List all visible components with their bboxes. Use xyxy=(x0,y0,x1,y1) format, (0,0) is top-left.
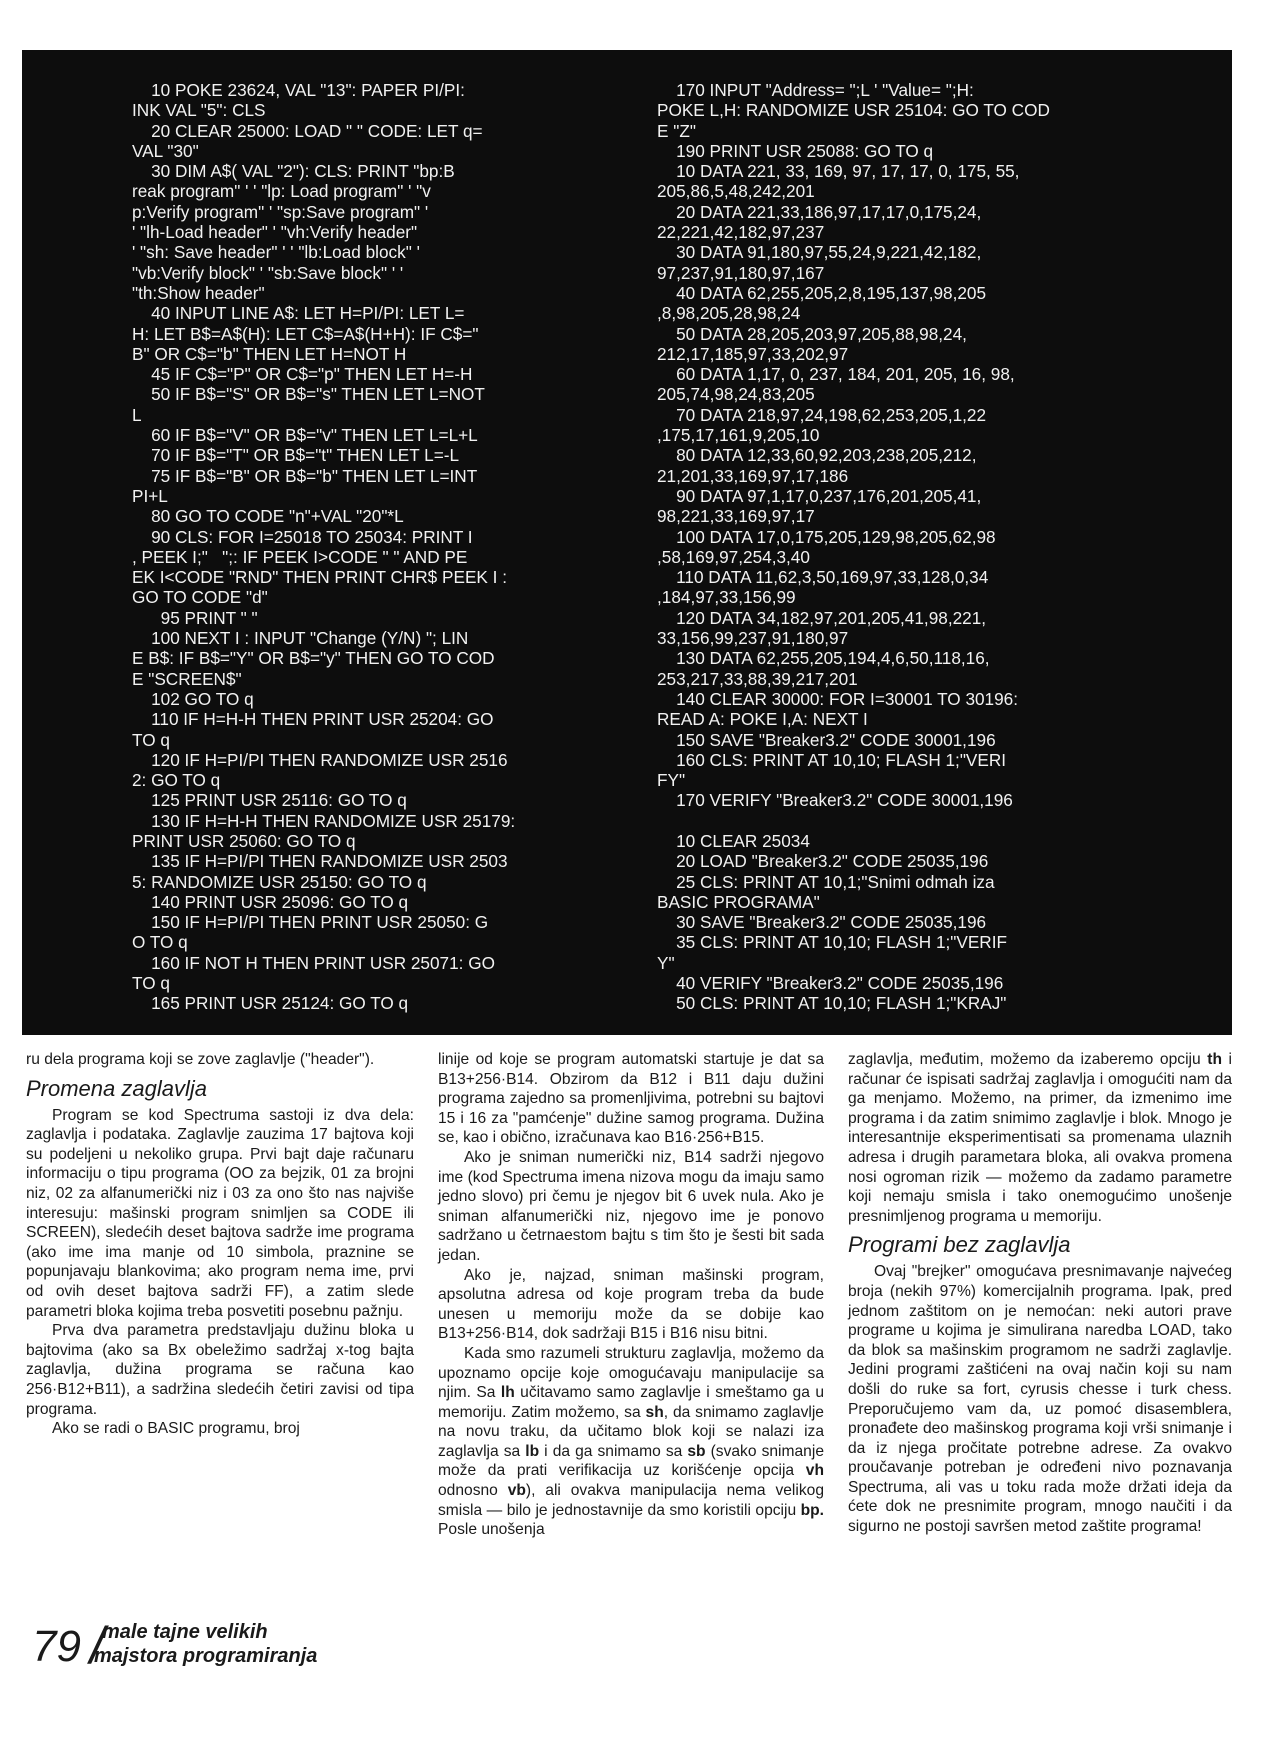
code-listing-right xyxy=(657,80,1217,1014)
code-line: 40 DATA 62,255,205,2,8,195,137,98,205 xyxy=(657,282,987,303)
code-line: 20 LOAD "Breaker3.2" CODE 25035,196 xyxy=(657,851,989,872)
code-line: 50 CLS: PRINT AT 10,10; FLASH 1;"KRAJ" xyxy=(657,993,1007,1014)
code-line: 25 CLS: PRINT AT 10,1;"Snimi odmah iza xyxy=(657,871,995,892)
code-line: ' "sh: Save header" ' ' "lb:Load block" ' xyxy=(132,242,420,263)
code-line xyxy=(657,811,1217,831)
code-line: 20 CLEAR 25000: LOAD " " CODE: LET q= xyxy=(132,120,483,141)
page-number: 79 xyxy=(32,1622,81,1671)
page-footer xyxy=(30,1610,410,1680)
code-line: E "SCREEN$" xyxy=(132,668,242,689)
code-line: 120 DATA 34,182,97,201,205,41,98,221, xyxy=(657,607,987,628)
code-line: , PEEK I;" ";: IF PEEK I>CODE " " AND PE xyxy=(132,546,468,567)
code-line: E B$: IF B$="Y" OR B$="y" THEN GO TO COD xyxy=(132,648,495,669)
code-line: "th:Show header" xyxy=(132,282,265,303)
code-line: 20 DATA 221,33,186,97,17,17,0,175,24, xyxy=(657,201,982,222)
code-line: ' "lh-Load header" ' "vh:Verify header" xyxy=(132,222,418,243)
code-line: 150 SAVE "Breaker3.2" CODE 30001,196 xyxy=(657,729,996,750)
code-line: 135 IF H=PI/PI THEN RANDOMIZE USR 2503 xyxy=(132,851,508,872)
code-line: EK I<CODE "RND" THEN PRINT CHR$ PEEK I : xyxy=(132,567,507,588)
paragraph: Ako je, najzad, sniman mašinski program, apsolutna adresa od koje program treba da bude unesen u memoriju može da se dobije kao B13+256·B14, dok sadržaji B15 i B16 nisu bitni. xyxy=(438,1266,824,1343)
code-line: BASIC PROGRAMA" xyxy=(657,891,820,912)
code-line: 95 PRINT " " xyxy=(132,607,258,628)
code-line: 253,217,33,88,39,217,201 xyxy=(657,668,858,689)
code-line: ,184,97,33,156,99 xyxy=(657,587,796,608)
code-listing-left xyxy=(132,80,662,1014)
code-line: 45 IF C$="P" OR C$="p" THEN LET H=-H xyxy=(132,364,473,385)
code-line: 80 DATA 12,33,60,92,203,238,205,212, xyxy=(657,445,977,466)
code-line: L xyxy=(132,404,142,425)
code-line: 140 CLEAR 30000: FOR I=30001 TO 30196: xyxy=(657,688,1019,709)
paragraph: Kada smo razumeli strukturu zaglavlja, možemo da upoznamo opcije koje omogućavaju manipulacije sa njim. Sa lh učitavamo samo zaglavlje i smeštamo ga u memoriju. Zatim možemo, sa sh, da snimamo zaglavlje na novu traku, da učitamo blok koji se nalazi iza zaglavlja sa lb i da ga snimamo sa sb (svako snimanje može da prati verifikacija uz korišćenje opcija vh odnosno vb), ali ovakva manipulacija nema velikog smisla — bilo je jednostavnije da smo koristili opciju bp. Posle unošenja xyxy=(438,1344,824,1539)
code-line: 165 PRINT USR 25124: GO TO q xyxy=(132,993,409,1014)
code-line: 212,17,185,97,33,202,97 xyxy=(657,343,849,364)
paragraph: Ako je sniman numerički niz, B14 sadrži njegovo ime (kod Spectruma imena nizova mogu da imaju samo jedno slovo) pri čemu je njegov bit 6 uvek nula. Ako je sniman alfanumerički niz, njegovo ime je ponovo sadržano u četrnaestom bajtu s tim što je šesti bit sada jedan. xyxy=(438,1148,824,1264)
series-title-line-1: male tajne velikih xyxy=(102,1621,268,1643)
code-line: 10 CLEAR 25034 xyxy=(657,830,810,851)
code-line: H: LET B$=A$(H): LET C$=A$(H+H): IF C$=" xyxy=(132,323,479,344)
code-line: TO q xyxy=(132,973,170,994)
code-line: 90 CLS: FOR I=25018 TO 25034: PRINT I xyxy=(132,526,473,547)
paragraph: linije od koje se program automatski startuje je dat sa B13+256·B14. Obzirom da B12 i B11 daju dužini programa zajedno sa promenljivima, potrebni su bajtovi 15 i 16 za "pamćenje" dužine samog programa. Dužina se, kao i obično, izračunava kao B16·256+B15. xyxy=(438,1051,824,1147)
code-line: O TO q xyxy=(132,932,188,953)
code-line: 30 SAVE "Breaker3.2" CODE 25035,196 xyxy=(657,912,987,933)
code-line: ,175,17,161,9,205,10 xyxy=(657,425,820,446)
code-line: 35 CLS: PRINT AT 10,10; FLASH 1;"VERIF xyxy=(657,932,1007,953)
code-line: 90 DATA 97,1,17,0,237,176,201,205,41, xyxy=(657,485,982,506)
code-line: 10 DATA 221, 33, 169, 97, 17, 17, 0, 175, 55, xyxy=(657,161,1020,182)
code-line: POKE L,H: RANDOMIZE USR 25104: GO TO COD xyxy=(657,100,1050,121)
code-line: 170 VERIFY "Breaker3.2" CODE 30001,196 xyxy=(657,790,1013,811)
paragraph: zaglavlja, međutim, možemo da izaberemo opciju th i računar će ispisati sadržaj zaglavlja i omogućiti nam da ga menjamo. Možemo, na primer, da izmenimo ime programa i da zatim snimimo zaglavlje i blok. Mnogo je interesantnije eksperimentisati sa promenama ulaznih adresa i drugih parametara bloka, ali ovakva promena nosi ogroman rizik — možemo da zadamo parametre koji nemaju smisla i tako onemogućimo unošenje presnimljenog programa u memoriju. xyxy=(848,1051,1233,1225)
code-line: 2: GO TO q xyxy=(132,770,221,791)
code-line: 80 GO TO CODE "n"+VAL "20"*L xyxy=(132,506,404,527)
code-line: 70 DATA 218,97,24,198,62,253,205,1,22 xyxy=(657,404,987,425)
paragraph: Ako se radi o BASIC programu, broj xyxy=(52,1420,300,1438)
paragraph: Program se kod Spectruma sastoji iz dva dela: zaglavlja i podataka. Zaglavlje zauzima 17 bajtova koji su podeljeni u nekoliko grupa. Prvi bajt daje računaru informaciju o tipu programa (OO za bejzik, 01 za brojni niz, 02 za alfanumerički niz i 03 za ono što nas najviše interesuju: mašinski program snimljen sa CODE ili SCREEN), sledećih deset bajtova sadrže ime programa (ako ime ima manje od 10 simbola, praznine se popunjavaju blankovima; ako program nema ime, prvi od ovih deset bajtova sadrži FF), a zatim slede parametri bloka kojima treba posvetiti posebnu pažnju. xyxy=(26,1106,414,1320)
code-line: 30 DIM A$( VAL "2"): CLS: PRINT "bp:B xyxy=(132,161,455,182)
code-line: INK VAL "5": CLS xyxy=(132,100,266,121)
code-line: reak program" ' ' "lp: Load program" ' "v xyxy=(132,181,431,202)
code-line: 50 DATA 28,205,203,97,205,88,98,24, xyxy=(657,323,967,344)
code-line: 120 IF H=PI/PI THEN RANDOMIZE USR 2516 xyxy=(132,749,508,770)
paragraph: Prva dva parametra predstavljaju dužinu bloka u bajtovima (ako sa Bx obeležimo sadržaj x-tog bajta zaglavlja, dužina programa se računa kao 256·B12+B11), a sadržina sledećih četiri zavisi od tipa programa. xyxy=(26,1322,414,1418)
code-line: 33,156,99,237,91,180,97 xyxy=(657,628,849,649)
article-column-2 xyxy=(438,1050,824,1540)
code-line: 50 IF B$="S" OR B$="s" THEN LET L=NOT xyxy=(132,384,485,405)
code-line: 100 NEXT I : INPUT "Change (Y/N) "; LIN xyxy=(132,628,469,649)
code-line: 205,86,5,48,242,201 xyxy=(657,181,815,202)
code-line: 30 DATA 91,180,97,55,24,9,221,42,182, xyxy=(657,242,982,263)
code-line: 60 IF B$="V" OR B$="v" THEN LET L=L+L xyxy=(132,425,478,446)
code-line: ,58,169,97,254,3,40 xyxy=(657,546,810,567)
code-line: 140 PRINT USR 25096: GO TO q xyxy=(132,891,409,912)
code-line: 5: RANDOMIZE USR 25150: GO TO q xyxy=(132,871,427,892)
code-line: 98,221,33,169,97,17 xyxy=(657,506,815,527)
code-line: 100 DATA 17,0,175,205,129,98,205,62,98 xyxy=(657,526,996,547)
code-line: 110 DATA 11,62,3,50,169,97,33,128,0,34 xyxy=(657,567,989,588)
intro-paragraph: ru dela programa koji se zove zaglavlje ("header"). xyxy=(26,1051,375,1068)
code-line: 21,201,33,169,97,17,186 xyxy=(657,465,849,486)
code-line: 60 DATA 1,17, 0, 237, 184, 201, 205, 16, 98, xyxy=(657,364,1015,385)
code-line: 130 DATA 62,255,205,194,4,6,50,118,16, xyxy=(657,648,990,669)
code-line: E "Z" xyxy=(657,120,696,141)
code-line: VAL "30" xyxy=(132,140,199,161)
code-line: 70 IF B$="T" OR B$="t" THEN LET L=-L xyxy=(132,445,460,466)
code-line: 130 IF H=H-H THEN RANDOMIZE USR 25179: xyxy=(132,810,516,831)
code-line: 160 IF NOT H THEN PRINT USR 25071: GO xyxy=(132,952,495,973)
code-line: 160 CLS: PRINT AT 10,10; FLASH 1;"VERI xyxy=(657,749,1007,770)
code-line: TO q xyxy=(132,729,170,750)
code-line: 97,237,91,180,97,167 xyxy=(657,262,825,283)
code-line: READ A: POKE I,A: NEXT I xyxy=(657,709,868,730)
code-line: 40 INPUT LINE A$: LET H=PI/PI: LET L= xyxy=(132,303,465,324)
code-line: 125 PRINT USR 25116: GO TO q xyxy=(132,790,407,811)
code-line: 190 PRINT USR 25088: GO TO q xyxy=(657,140,934,161)
code-line: GO TO CODE "d" xyxy=(132,587,268,608)
section-heading-promena: Promena zaglavlja xyxy=(26,1075,207,1101)
paragraph: Ovaj "brejker" omogućava presnimavanje najvećeg broja (nekih 97%) komercijalnih programa. Ipak, pred jednom zaštitom on je nemoćan: neki autori prave programe u kojima je simulirana naredba LOAD, tako da blok sa mašinskim programom ne sadrži zaglavlje. Jedini programi zaštićeni na ovaj način koji su nam došli do ruke sa fort, cyrusis chesse i turk chess. Preporučujemo vam da, uz pomoć disasemblera, pronađete deo mašinskog programa koji vrši snimanje i da iz njega pročitate potrebne adrese. Za ovakvo proučavanje potreban je određeni nivo poznavanja Spectruma, ali vas u toku rada može držati ideja da ćete dok ne presnimite program, mnogo naučiti i da sigurno ne postoji savršen metod zaštite programa! xyxy=(848,1263,1232,1536)
code-line: 102 GO TO q xyxy=(132,688,254,709)
code-line: 150 IF H=PI/PI THEN PRINT USR 25050: G xyxy=(132,912,489,933)
code-line: ,8,98,205,28,98,24 xyxy=(657,303,801,324)
code-line: 40 VERIFY "Breaker3.2" CODE 25035,196 xyxy=(657,973,1004,994)
series-title-line-2: majstora programiranja xyxy=(94,1645,318,1667)
article-column-1 xyxy=(26,1050,414,1439)
code-line: 205,74,98,24,83,205 xyxy=(657,384,815,405)
article-column-3 xyxy=(848,1050,1232,1537)
section-heading-programi: Programi bez zaglavlja xyxy=(848,1232,1071,1258)
code-line: "vb:Verify block" ' "sb:Save block" ' ' xyxy=(132,262,404,283)
code-line: 22,221,42,182,97,237 xyxy=(657,222,825,243)
code-line: PRINT USR 25060: GO TO q xyxy=(132,830,356,851)
code-line: Y" xyxy=(657,952,675,973)
code-line: B" OR C$="b" THEN LET H=NOT H xyxy=(132,343,407,364)
code-line: FY" xyxy=(657,770,686,791)
code-line: p:Verify program" ' "sp:Save program" ' xyxy=(132,201,429,222)
code-line: PI+L xyxy=(132,485,168,506)
code-line: 75 IF B$="B" OR B$="b" THEN LET L=INT xyxy=(132,465,478,486)
footer-slash: / xyxy=(90,1617,105,1675)
code-line: 170 INPUT "Address= ";L ' "Value= ";H: xyxy=(657,80,974,100)
code-line: 110 IF H=H-H THEN PRINT USR 25204: GO xyxy=(132,709,494,730)
code-line: 10 POKE 23624, VAL "13": PAPER PI/PI: xyxy=(132,80,465,100)
code-listing-panel xyxy=(22,50,1232,1035)
